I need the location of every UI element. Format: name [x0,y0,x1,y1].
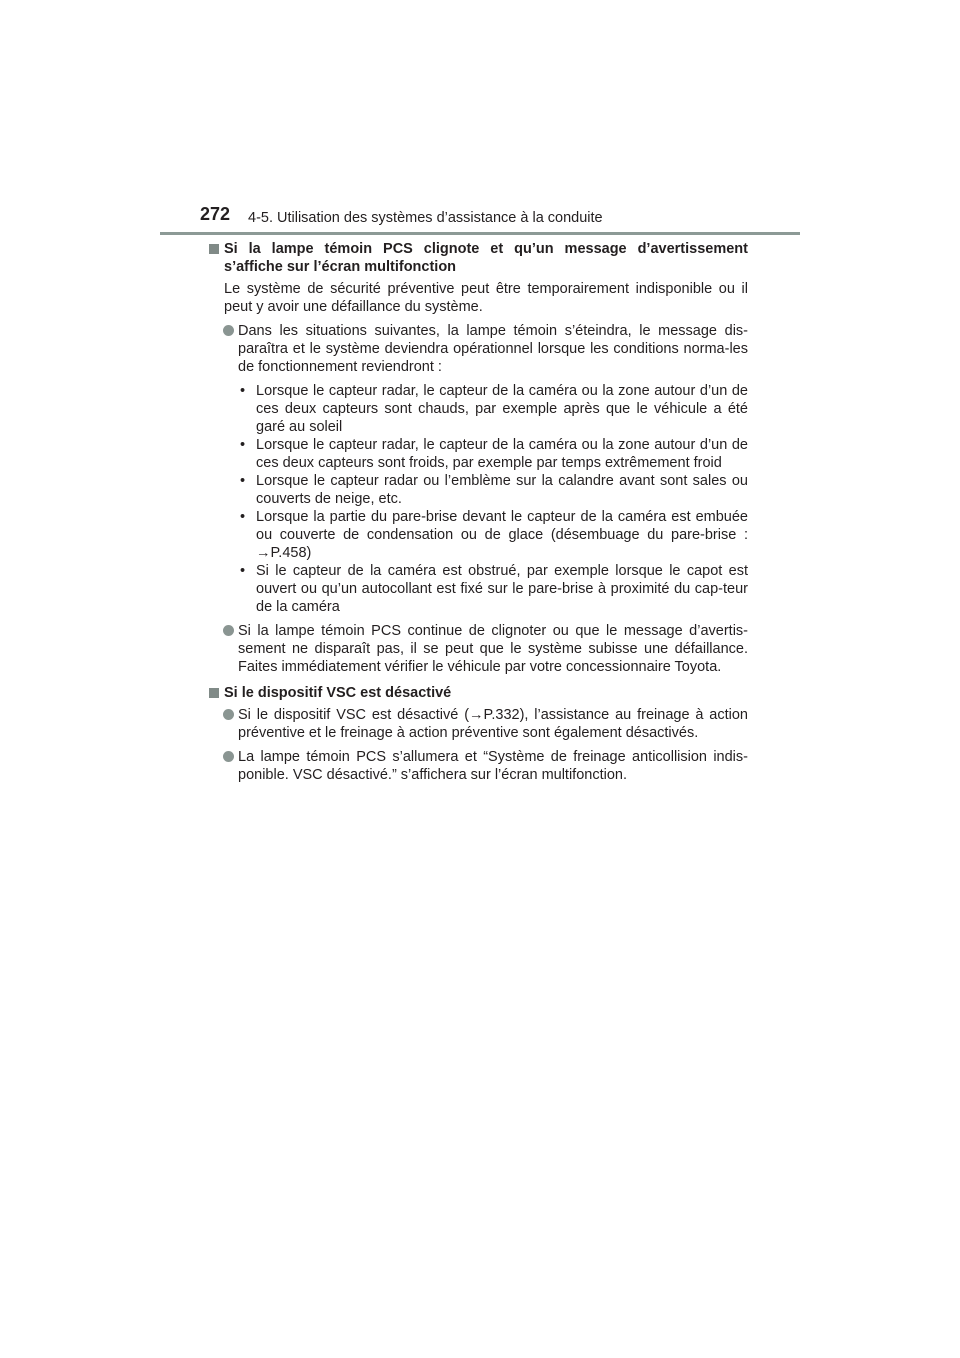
square-bullet-icon [209,244,219,254]
sub-item-text: Lorsque le capteur radar ou l’emblème sur la calandre avant sont sales ou couverts de neige, etc. [256,473,748,507]
section-header: 4-5. Utilisation des systèmes d’assistance à la conduite [248,210,603,226]
section2-bullet-2-text: La lampe témoin PCS s’allumera et “Système de freinage anticollision indis-ponible. VSC désactivé.” s’affichera sur l’écran multifonction. [238,749,748,783]
sub-item-text: Si le capteur de la caméra est obstrué, par exemple lorsque le capot est ouvert ou qu’un autocollant est fixé sur le pare-brise à proximité du cap-teur de la caméra [256,563,748,615]
sub-bullet-icon: • [240,437,246,453]
sub-item [238,436,748,472]
section2-title: Si le dispositif VSC est désactivé [224,685,452,701]
section1-bullet-2 [208,622,748,676]
page-number: 272 [200,204,231,224]
sub-bullet-icon: • [240,383,246,399]
sub-item [238,562,748,616]
sub-item [238,382,748,436]
section1-bullet-1 [208,322,748,376]
circle-bullet-icon [223,625,234,636]
section2-bullet-1 [208,706,748,742]
sub-item [238,472,748,508]
sub-item-text: Lorsque la partie du pare-brise devant le capteur de la caméra est embuée ou couverte de condensation ou de glace (désembuage du pare-brise : →P.458) [256,509,748,561]
sub-item [238,508,748,562]
sub-item-text: Lorsque le capteur radar, le capteur de la caméra ou la zone autour d’un de ces deux capteurs sont chauds, par exemple après que le véhicule a été garé au soleil [256,383,748,435]
circle-bullet-icon [223,751,234,762]
circle-bullet-icon [223,709,234,720]
page-content [208,240,748,790]
section1-intro: Le système de sécurité préventive peut être temporairement indisponible ou il peut y avoir une défaillance du système. [224,281,748,315]
sub-bullet-icon: • [240,473,246,489]
square-bullet-icon [209,688,219,698]
section1-sub-list [208,382,748,616]
section1-bullet-2-text: Si la lampe témoin PCS continue de clignoter ou que le message d’avertis-sement ne disparaît pas, il se peut que le système subisse une défaillance. Faites immédiatement vérifier le véhicule par votre concessionnaire Toyota. [238,623,748,675]
sub-bullet-icon: • [240,509,246,525]
header-rule [160,232,800,235]
section1-heading [208,240,748,276]
section1-bullet-1-text: Dans les situations suivantes, la lampe témoin s’éteindra, le message dis-paraîtra et le système deviendra opérationnel lorsque les conditions norma-les de fonctionnement reviendront : [238,323,748,375]
section2-heading [208,684,748,702]
sub-bullet-icon: • [240,563,246,579]
circle-bullet-icon [223,325,234,336]
section2-bullet-2 [208,748,748,784]
section2-bullet-1-text: Si le dispositif VSC est désactivé (→P.332), l’assistance au freinage à action préventive et le freinage à action préventive sont également désactivés. [238,707,748,741]
section1-title: Si la lampe témoin PCS clignote et qu’un message d’avertissement s’affiche sur l’écran multifonction [224,241,748,275]
sub-item-text: Lorsque le capteur radar, le capteur de la caméra ou la zone autour d’un de ces deux capteurs sont froids, par exemple par temps extrêmement froid [256,437,748,471]
